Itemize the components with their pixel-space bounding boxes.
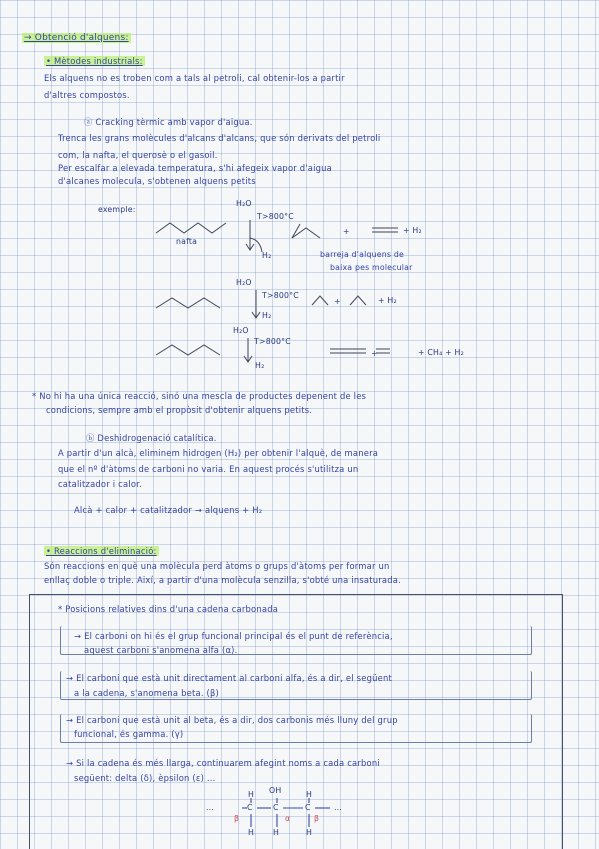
- carbon-3: C: [305, 803, 311, 812]
- product-1: + H₂: [403, 226, 422, 235]
- alkene-product-1: [292, 228, 320, 238]
- box-item-4-line-1: → Si la cadena és més llarga, continuarem afegint noms a cada carboni: [66, 758, 380, 768]
- industrial-methods-heading: • Mètodes industrials:: [46, 56, 143, 66]
- elimination-line-1: Són reaccions en què una molècula perd àtoms o grups d'àtoms per formar un: [44, 561, 390, 571]
- conditions-note-2: condicions, sempre amb el propòsit d'obtenir alquens petits.: [46, 405, 313, 415]
- reagent-water-3: H₂O: [233, 326, 249, 335]
- greek-beta-2: β: [314, 814, 320, 823]
- page-title: [22, 33, 131, 43]
- hydrogen-1: H₂: [262, 251, 272, 260]
- dehydrogenation-heading: ⓑ Deshidrogenació catalítica.: [86, 433, 217, 443]
- box-item-2-line-1: → El carboni que està unit directament al carboni alfa, és a dir, el següent: [66, 673, 392, 683]
- h-bottom-3: H: [306, 828, 313, 837]
- greek-alpha: α: [285, 814, 291, 823]
- product-2: + H₂: [378, 296, 397, 305]
- molecule-bonds: [220, 790, 350, 840]
- dehydrogenation-equation: Alcà + calor + catalitzador → alquens + H₂: [74, 505, 263, 515]
- h-bottom-1: H: [248, 828, 255, 837]
- intro-line-2: d'altres compostos.: [44, 90, 130, 100]
- box-heading: * Posicions relatives dins d'una cadena carbonada: [58, 604, 279, 614]
- conditions-note-1: * No hi ha una única reacció, sinó una mescla de productes depenent de les: [32, 391, 367, 401]
- carbon-1: C: [247, 803, 253, 812]
- cracking-heading: ⓐ Cracking tèrmic amb vapor d'aigua.: [84, 117, 253, 127]
- plus-1: +: [343, 227, 350, 236]
- product-note-2: baixa pes molecular: [330, 263, 413, 272]
- alkene-product-2a: [312, 296, 328, 305]
- hydrogen-2: H₂: [262, 311, 272, 320]
- dots-left: ...: [206, 803, 215, 812]
- cracking-line-1: Trenca les grans molècules d'alcans d'alcans, que són derivats del petroli: [58, 133, 381, 143]
- plus-2: +: [334, 297, 341, 306]
- elimination-line-2: enllaç doble o triple. Així, a partir d'una molècula senzilla, s'obté una insaturada.: [44, 575, 401, 585]
- dots-right: ...: [334, 803, 343, 812]
- box-item-1-line-2: aquest carboni s'anomena alfa (α).: [84, 645, 238, 655]
- box-item-2-line-2: a la cadena, s'anomena beta. (β): [74, 688, 220, 698]
- temperature-3: T>800°C: [254, 337, 291, 346]
- hydrogen-3: H₂: [255, 361, 265, 370]
- oh-group: OH: [269, 786, 282, 795]
- greek-beta-1: β: [234, 814, 240, 823]
- box-item-3-line-1: → El carboni que està unit al beta, és a dir, dos carbonis més lluny del grup: [66, 715, 398, 725]
- naphtha-label: nafta: [176, 237, 198, 246]
- carbon-2: C: [273, 803, 279, 812]
- plus-3: +: [371, 349, 378, 358]
- reagent-water-2: H₂O: [236, 278, 252, 287]
- h-bottom-2: H: [273, 828, 280, 837]
- example-label: exemple:: [98, 205, 136, 214]
- product-3: + CH₄ + H₂: [418, 348, 464, 357]
- box-item-1-line-1: → El carboni on hi és el grup funcional principal és el punt de referència,: [74, 631, 393, 641]
- dehydrogenation-line-1: A partir d'un alcà, eliminem hidrogen (H₂) per obtenir l'alquè, de manera: [58, 448, 379, 458]
- alkene-product-2b: [350, 296, 366, 305]
- alkane-zigzag-2: [156, 298, 220, 308]
- page-title-text: → Obtenció d'alquens:: [24, 33, 129, 43]
- cracking-reactions-drawing: [150, 210, 570, 370]
- temperature-1: T>800°C: [257, 212, 294, 221]
- cracking-line-4: d'alcanes molecula, s'obtenen alquens petits: [58, 176, 256, 186]
- box-item-4-line-2: següent: delta (δ), èpsilon (ε) ...: [74, 773, 216, 783]
- temperature-2: T>800°C: [262, 291, 299, 300]
- alkane-zigzag-3: [156, 345, 220, 355]
- h-top-1: H: [248, 790, 255, 799]
- product-note-1: barreja d'alquens de: [320, 250, 405, 259]
- intro-line-1: Els alquens no es troben com a tals al petroli, cal obtenir-los a partir: [44, 73, 345, 83]
- dehydrogenation-line-3: catalitzador i calor.: [58, 479, 142, 489]
- reagent-water-1: H₂O: [236, 199, 252, 208]
- elimination-heading: • Reaccions d'eliminació:: [46, 546, 157, 556]
- naphtha-zigzag: [156, 223, 226, 233]
- box-item-3-line-2: funcional, és gamma. (γ): [74, 729, 184, 739]
- h-top-3: H: [306, 790, 313, 799]
- dehydrogenation-line-2: que el nº d'àtoms de carboni no varia. En aquest procés s'utilitza un: [58, 464, 359, 474]
- cracking-line-2: com, la nafta, el querosè o el gasoil.: [58, 150, 218, 160]
- cracking-line-3: Per escalfar a elevada temperatura, s'hi afegeix vapor d'aigua: [58, 163, 333, 173]
